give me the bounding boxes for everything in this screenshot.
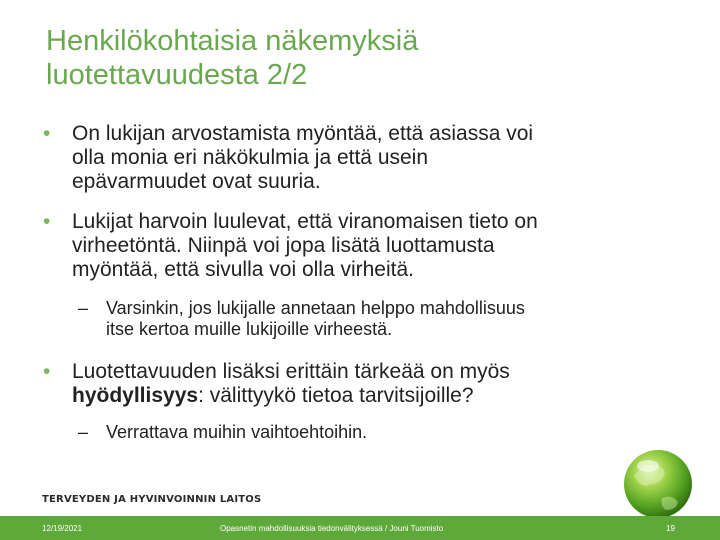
sub-bullet-2-line-2: itse kertoa muille lukijoille virheestä. <box>106 319 393 339</box>
bullet-2 <box>43 210 672 282</box>
footer-date: 12/19/2021 <box>42 524 83 533</box>
title-line-1: Henkilökohtaisia näkemyksiä <box>46 25 419 57</box>
bullet-1-line-2: olla monia eri näkökulmia ja että usein <box>72 146 429 169</box>
slide-title <box>46 24 686 92</box>
title-line-2: luotettavuudesta 2/2 <box>46 59 308 91</box>
sub-bullet-2-1 <box>78 298 686 340</box>
bullet-3-line-2-rest: : välittyykö tietoa tarvitsijoille? <box>198 384 474 407</box>
sub-bullet-marker: – <box>78 298 89 318</box>
bullet-2-line-3: myöntää, että sivulla voi olla virheitä. <box>72 258 414 281</box>
sub-bullet-3-line-1: Verrattava muihin vaihtoehtoihin. <box>106 422 368 442</box>
bullet-2-line-2: virheetöntä. Niinpä voi jopa lisätä luottamusta <box>72 234 495 257</box>
bullet-1-line-1: On lukijan arvostamista myöntää, että asiassa voi <box>72 122 534 145</box>
bullet-3 <box>43 360 672 408</box>
bullet-3-bold-term: hyödyllisyys <box>72 384 199 407</box>
bullet-1 <box>43 122 672 194</box>
institution-logo: TERVEYDEN JA HYVINVOINNIN LAITOS <box>42 494 262 505</box>
sub-bullet-2-line-1: Varsinkin, jos lukijalle annetaan helppo mahdollisuus <box>106 298 525 318</box>
bullet-1-line-3: epävarmuudet ovat suuria. <box>72 170 321 193</box>
sub-bullet-3-1 <box>78 422 686 443</box>
bullet-marker: • <box>43 210 51 233</box>
sub-bullet-marker: – <box>78 422 89 442</box>
footer-text: Opasnetin mahdollisuuksia tiedonvälityksessä / Jouni Tuomisto <box>220 524 444 533</box>
bullet-marker: • <box>43 360 51 383</box>
footer-bar <box>0 516 720 540</box>
page-number: 19 <box>666 524 675 533</box>
bullet-marker: • <box>43 122 51 145</box>
bullet-2-line-1: Lukijat harvoin luulevat, että viranomaisen tieto on <box>72 210 538 233</box>
bullet-3-line-1: Luotettavuuden lisäksi erittäin tärkeää on myös <box>72 360 510 383</box>
